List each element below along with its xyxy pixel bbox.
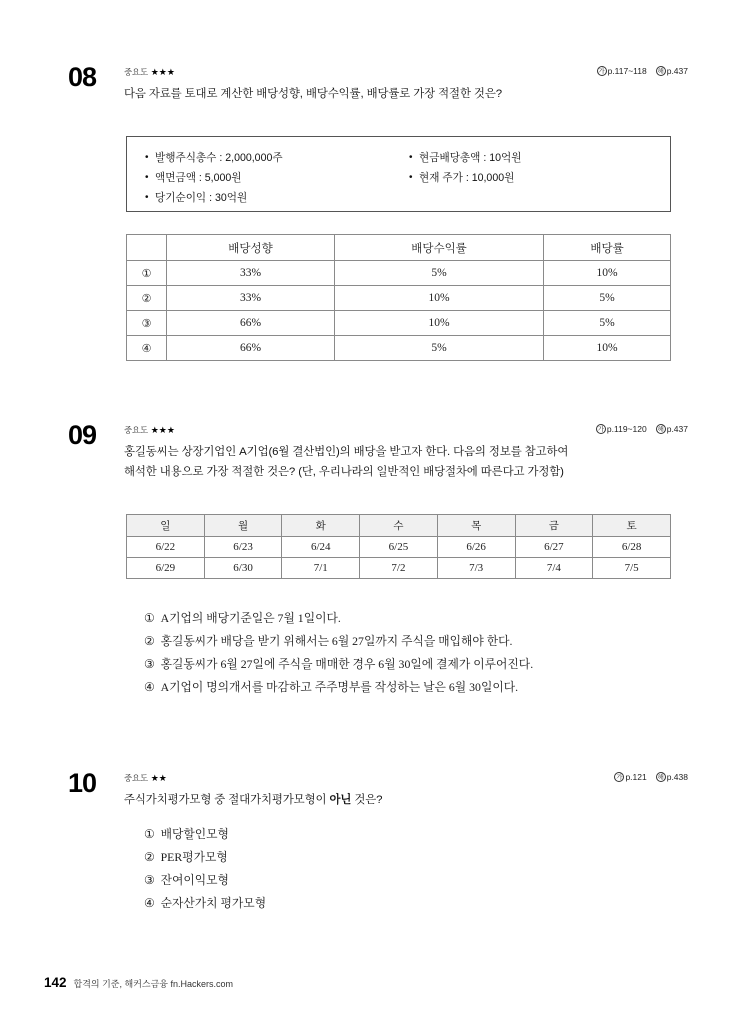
table-cell: 66%	[167, 336, 335, 361]
table-cell: 5%	[544, 286, 671, 311]
info-item: • 액면금액 : 5,000원	[145, 168, 409, 188]
date-cell: 7/1	[282, 558, 360, 579]
info-box-left-column	[145, 148, 409, 208]
date-cell: 6/26	[437, 537, 515, 558]
question-text-10-after: 것은?	[351, 794, 383, 806]
ref-circle-b-icon: 해	[657, 426, 664, 433]
row-index: ①	[127, 261, 167, 286]
ref-page-b-08: p.437	[666, 66, 688, 76]
weekday-header: 토	[593, 515, 671, 537]
importance-stars-08: ★★★	[150, 67, 175, 77]
date-cell: 6/24	[282, 537, 360, 558]
reference-links-09	[596, 424, 688, 434]
option-text: 순자산가치 평가모형	[160, 896, 267, 910]
date-cell: 6/22	[127, 537, 205, 558]
question-number-08: 08	[68, 62, 97, 92]
table-header-cell: 배당수익률	[335, 235, 544, 261]
question-block-10	[68, 768, 688, 810]
table-cell: 5%	[335, 261, 544, 286]
date-cell: 6/29	[127, 558, 205, 579]
table-cell: 10%	[544, 261, 671, 286]
question-number-10: 10	[68, 768, 97, 798]
table-row	[127, 286, 671, 311]
importance-stars-09: ★★★	[150, 425, 175, 435]
question-10-options	[144, 823, 266, 915]
option-item	[144, 892, 266, 915]
table-cell: 10%	[335, 286, 544, 311]
option-marker: ③	[144, 873, 155, 887]
table-cell: 66%	[167, 311, 335, 336]
info-item: • 현재 주가 : 10,000원	[409, 168, 521, 188]
info-box-right-column	[409, 148, 521, 208]
option-marker: ④	[144, 680, 155, 694]
question-08-meta-row	[124, 66, 688, 82]
ref-page-a-09: p.119~120	[606, 424, 647, 434]
question-block-09	[68, 420, 688, 482]
table-row	[127, 336, 671, 361]
ref-circle-b-icon: 해	[657, 68, 664, 75]
calendar-table	[126, 514, 671, 579]
table-row	[127, 261, 671, 286]
option-marker: ①	[144, 611, 155, 625]
ref-page-b-10: p.438	[666, 772, 688, 782]
table-row	[127, 311, 671, 336]
option-marker: ③	[144, 657, 155, 671]
weekday-header: 목	[437, 515, 515, 537]
ref-circle-b-icon: 해	[657, 774, 664, 781]
weekday-header: 금	[515, 515, 593, 537]
table-cell: 5%	[544, 311, 671, 336]
ref-page-b-09: p.437	[666, 424, 688, 434]
question-text-10	[124, 790, 688, 810]
option-item	[144, 653, 533, 676]
weekday-header: 수	[360, 515, 438, 537]
info-item: • 현금배당총액 : 10억원	[409, 148, 521, 168]
date-cell: 7/3	[437, 558, 515, 579]
question-10-meta-row	[124, 772, 688, 788]
table-row	[127, 558, 671, 579]
question-text-08: 다음 자료를 토대로 계산한 배당성향, 배당수익률, 배당률로 가장 적절한 것은?	[124, 88, 502, 100]
question-text-10-bold: 아닌	[329, 794, 352, 806]
weekday-header: 일	[127, 515, 205, 537]
info-box	[126, 136, 671, 212]
option-item	[144, 823, 266, 846]
importance-label-10	[124, 772, 167, 784]
option-item	[144, 630, 533, 653]
option-marker: ①	[144, 827, 155, 841]
table-header-cell: 배당률	[544, 235, 671, 261]
ref-circle-a-icon: 가	[597, 426, 605, 433]
question-block-08	[68, 62, 688, 104]
table-cell: 33%	[167, 261, 335, 286]
footer-brand: 합격의 기준, 해커스금융 fn.Hackers.com	[73, 979, 233, 989]
row-index: ③	[127, 311, 167, 336]
table-cell: 10%	[544, 336, 671, 361]
option-text: A기업이 명의개서를 마감하고 주주명부를 작성하는 날은 6월 30일이다.	[160, 680, 519, 694]
reference-links-08	[597, 66, 688, 76]
importance-text: 중요도	[124, 425, 148, 435]
question-text-09	[124, 442, 688, 482]
row-index: ④	[127, 336, 167, 361]
option-marker: ②	[144, 850, 155, 864]
table-header-cell	[127, 235, 167, 261]
date-cell: 6/28	[593, 537, 671, 558]
option-text: PER평가모형	[160, 850, 228, 864]
option-text: A기업의 배당기준일은 7월 1일이다.	[160, 611, 341, 625]
option-item	[144, 607, 533, 630]
importance-label-08	[124, 66, 175, 78]
ref-page-a-10: p.121	[625, 772, 647, 782]
date-cell: 6/23	[204, 537, 282, 558]
option-text: 홍길동씨가 배당을 받기 위해서는 6월 27일까지 주식을 매입해야 한다.	[160, 634, 513, 648]
option-text: 홍길동씨가 6월 27일에 주식을 매매한 경우 6월 30일에 결제가 이루어진다.	[160, 657, 534, 671]
question-09-options	[144, 607, 533, 699]
importance-stars-10: ★★	[150, 773, 167, 783]
question-text-09-line2: 해석한 내용으로 가장 적절한 것은? (단, 우리나라의 일반적인 배당절차에 따른다고 가정함)	[124, 466, 564, 478]
date-cell: 7/2	[360, 558, 438, 579]
date-cell: 7/5	[593, 558, 671, 579]
importance-text: 중요도	[124, 67, 148, 77]
question-text-10-before: 주식가치평가모형 중 절대가치평가모형이	[124, 794, 330, 806]
info-item: • 당기순이익 : 30억원	[145, 188, 409, 208]
importance-label-09	[124, 424, 175, 436]
question-number-09: 09	[68, 420, 97, 450]
date-cell: 6/27	[515, 537, 593, 558]
table-cell: 5%	[335, 336, 544, 361]
option-marker: ②	[144, 634, 155, 648]
option-item	[144, 846, 266, 869]
page-number: 142	[44, 975, 67, 990]
ref-circle-a-icon: 가	[616, 774, 623, 781]
date-cell: 6/25	[360, 537, 438, 558]
table-cell: 33%	[167, 286, 335, 311]
table-cell: 10%	[335, 311, 544, 336]
question-text-09-line1: 홍길동씨는 상장기업인 A기업(6월 결산법인)의 배당을 받고자 한다. 다음의 정보를 참고하여	[124, 446, 569, 458]
page-footer	[44, 974, 233, 992]
ref-page-a-08: p.117~118	[607, 66, 647, 76]
table-header-row	[127, 235, 671, 261]
table-header-cell: 배당성향	[167, 235, 335, 261]
row-index: ②	[127, 286, 167, 311]
reference-links-10	[614, 772, 688, 782]
date-cell: 6/30	[204, 558, 282, 579]
question-09-meta-row	[124, 424, 688, 440]
option-marker: ④	[144, 896, 155, 910]
importance-text: 중요도	[124, 773, 148, 783]
option-text: 배당할인모형	[160, 827, 229, 841]
table-row	[127, 537, 671, 558]
info-item: • 발행주식총수 : 2,000,000주	[145, 148, 409, 168]
date-cell: 7/4	[515, 558, 593, 579]
ref-circle-a-icon: 가	[598, 68, 605, 75]
option-text: 잔여이익모형	[160, 873, 229, 887]
weekday-header: 화	[282, 515, 360, 537]
answer-options-table	[126, 234, 671, 361]
table-header-row	[127, 515, 671, 537]
option-item	[144, 869, 266, 892]
option-item	[144, 676, 533, 699]
weekday-header: 월	[204, 515, 282, 537]
